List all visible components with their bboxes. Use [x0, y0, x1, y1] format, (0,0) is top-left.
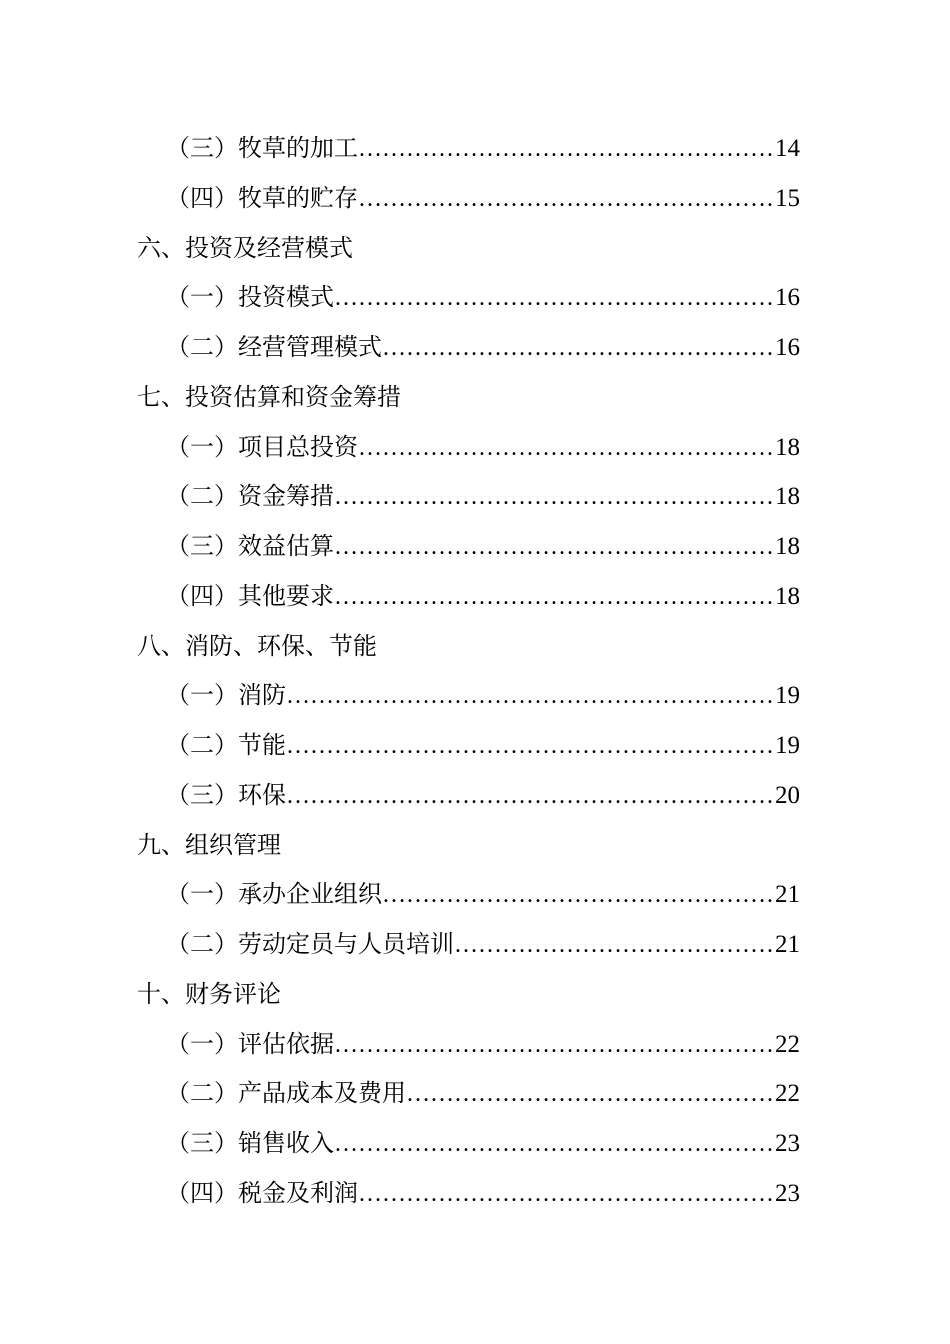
toc-entry[interactable]: [0, 323, 800, 373]
toc-page-number: 21: [775, 931, 800, 958]
toc-entry-label: （一）评估依据: [166, 1029, 334, 1058]
toc-entry[interactable]: [0, 1069, 800, 1119]
dot-leader: [358, 424, 775, 474]
toc-entry[interactable]: [0, 1169, 800, 1219]
toc-entry-label: （二）资金筹措: [166, 482, 334, 511]
dot-leader: [286, 772, 775, 822]
toc-entry[interactable]: [0, 273, 800, 323]
toc-page-number: 15: [775, 184, 800, 212]
dot-leader: [286, 722, 775, 772]
toc-entry-label: （三）效益估算: [166, 532, 334, 560]
toc-entry[interactable]: [0, 472, 800, 522]
dot-leader: [382, 871, 775, 921]
toc-entry[interactable]: [0, 174, 800, 224]
toc-entry[interactable]: [0, 522, 800, 572]
toc-entry[interactable]: [0, 124, 800, 174]
toc-entry-label: （二）经营管理模式: [166, 333, 382, 361]
dot-leader: [286, 672, 775, 722]
dot-leader: [334, 523, 775, 573]
toc-page-number: 19: [775, 732, 800, 759]
toc-entry-label: （二）产品成本及费用: [166, 1079, 406, 1108]
dot-leader: [454, 921, 775, 971]
toc-entry[interactable]: [0, 572, 800, 622]
toc-page-number: 23: [775, 1179, 800, 1207]
toc-page-number: 22: [775, 1080, 800, 1108]
toc-entry-label: （一）消防: [166, 681, 286, 710]
toc-entry-label: （三）环保: [166, 780, 286, 809]
toc-entry-label: （一）承办企业组织: [166, 880, 382, 909]
toc-section-heading[interactable]: 九、组织管理: [137, 830, 281, 859]
toc-entry-label: （二）劳动定员与人员培训: [166, 930, 454, 958]
toc-entry[interactable]: [0, 423, 800, 473]
toc-entry[interactable]: [0, 671, 800, 721]
toc-page-number: 18: [775, 483, 800, 511]
dot-leader: [334, 274, 775, 324]
toc-entry-label: （三）牧草的加工: [166, 134, 358, 162]
toc-section-heading[interactable]: 七、投资估算和资金筹措: [137, 382, 401, 411]
toc-entry-label: （四）税金及利润: [166, 1178, 358, 1207]
toc-entry-label: （一）项目总投资: [166, 432, 358, 461]
toc-entry-label: （一）投资模式: [166, 283, 334, 312]
dot-leader: [406, 1070, 775, 1120]
toc-page-number: 14: [775, 135, 800, 162]
toc-page-number: 19: [775, 682, 800, 710]
toc-section-heading[interactable]: 十、财务评论: [137, 979, 281, 1008]
toc-entry[interactable]: [0, 1119, 800, 1169]
toc-page-number: 18: [775, 433, 800, 461]
dot-leader: [358, 175, 775, 225]
dot-leader: [358, 1170, 775, 1220]
toc-page-number: 16: [775, 284, 800, 312]
toc-entry[interactable]: [0, 870, 800, 920]
toc-page-number: 18: [775, 533, 800, 560]
toc-entry-label: （四）其他要求: [166, 581, 334, 610]
toc-page-number: 16: [775, 334, 800, 361]
toc-entry[interactable]: [0, 920, 800, 970]
toc-entry[interactable]: [0, 721, 800, 771]
dot-leader: [334, 1021, 775, 1071]
toc-page-number: 21: [775, 881, 800, 909]
toc-entry[interactable]: [0, 1020, 800, 1070]
toc-entry[interactable]: [0, 771, 800, 821]
toc-page-number: 20: [775, 781, 800, 809]
toc-page-number: 23: [775, 1130, 800, 1157]
toc-page-number: 22: [775, 1030, 800, 1058]
dot-leader: [334, 573, 775, 623]
dot-leader: [334, 473, 775, 523]
toc-entry-label: （四）牧草的贮存: [166, 183, 358, 212]
dot-leader: [358, 125, 775, 175]
toc-section-heading[interactable]: 八、消防、环保、节能: [137, 631, 377, 660]
toc-entry-label: （三）销售收入: [166, 1129, 334, 1157]
dot-leader: [382, 324, 775, 374]
dot-leader: [334, 1120, 775, 1170]
toc-section-heading[interactable]: 六、投资及经营模式: [137, 233, 353, 262]
toc-entry-label: （二）节能: [166, 731, 286, 759]
toc-page-number: 18: [775, 582, 800, 610]
table-of-contents: [0, 124, 950, 1219]
